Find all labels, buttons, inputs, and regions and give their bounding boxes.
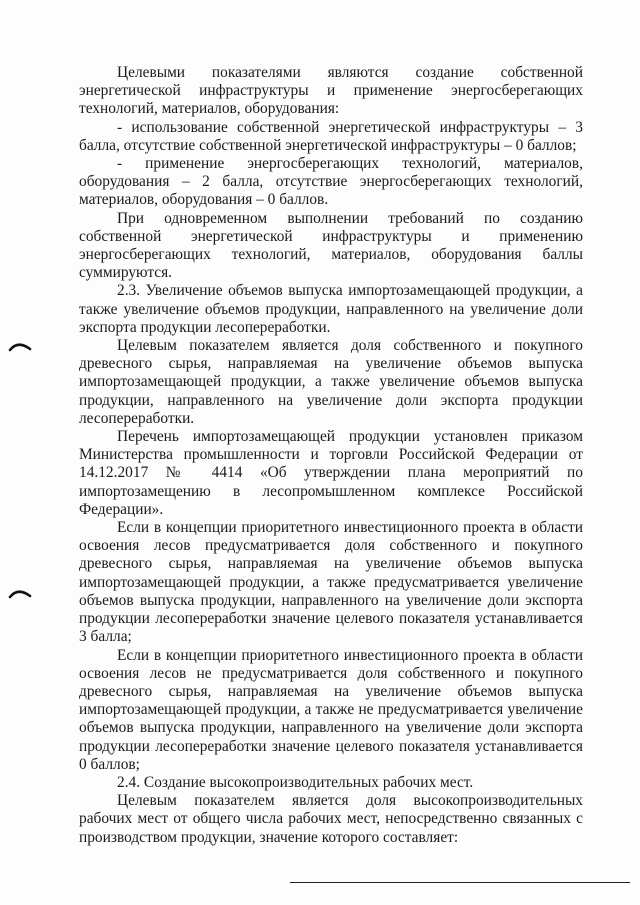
binder-hole-mark-icon: [8, 585, 32, 599]
page-edge-line: [290, 882, 630, 883]
paragraph: Если в концепции приоритетного инвестиционного проекта в области освоения лесов не предусматривается доля собственного и покупного древесного сырья, направляемая на увеличение объемов выпуска импортозамещающей продукции, а также не предусматривается увеличение объемов выпуска продукции, направленного на увеличение доли экспорта продукции лесопереработки значение целевого показателя устанавливается 0 баллов;: [79, 646, 583, 773]
section-heading: 2.3. Увеличение объемов выпуска импортозамещающей продукции, а также увеличение объемов продукции, направленного на увеличение доли экспорта продукции лесопереработки.: [79, 282, 583, 336]
paragraph: Если в концепции приоритетного инвестиционного проекта в области освоения лесов предусматривается доля собственного и покупного древесного сырья, направляемая на увеличение объемов выпуска импортозамещающей продукции, а также предусматривается увеличение объемов выпуска продукции, направленного на увеличение доли экспорта продукции лесопереработки значение целевого показателя устанавливается 3 балла;: [79, 519, 583, 646]
document-body: [79, 64, 583, 847]
paragraph: Целевым показателем является доля высокопроизводительных рабочих мест от общего числа рабочих мест, непосредственно связанных с производством продукции, значение которого составляет:: [79, 792, 583, 846]
paragraph: При одновременном выполнении требований по созданию собственной энергетической инфраструктуры и применению энергосберегающих технологий, материалов, оборудования баллы суммируются.: [79, 209, 583, 282]
paragraph: Перечень импортозамещающей продукции установлен приказом Министерства промышленности и торговли Российской Федерации от 14.12.2017 № 4414 «Об утверждении плана мероприятий по импортозамещению в лесопромышленном комплексе Российской Федерации».: [79, 428, 583, 518]
list-item: - использование собственной энергетической инфраструктуры – 3 балла, отсутствие собственной энергетической инфраструктуры – 0 баллов;: [79, 118, 583, 154]
list-item: - применение энергосберегающих технологий, материалов, оборудования – 2 балла, отсутствие энергосберегающих технологий, материалов, оборудования – 0 баллов.: [79, 155, 583, 209]
paragraph: Целевыми показателями являются создание собственной энергетической инфраструктуры и применение энергосберегающих технологий, материалов, оборудования:: [79, 64, 583, 118]
section-heading: 2.4. Создание высокопроизводительных рабочих мест.: [117, 773, 474, 791]
binder-hole-mark-icon: [8, 338, 32, 352]
paragraph: Целевым показателем является доля собственного и покупного древесного сырья, направляемая на увеличение объемов выпуска импортозамещающей продукции, а также увеличение объемов выпуска продукции, направленного на увеличение доли экспорта продукции лесопереработки.: [79, 337, 583, 427]
